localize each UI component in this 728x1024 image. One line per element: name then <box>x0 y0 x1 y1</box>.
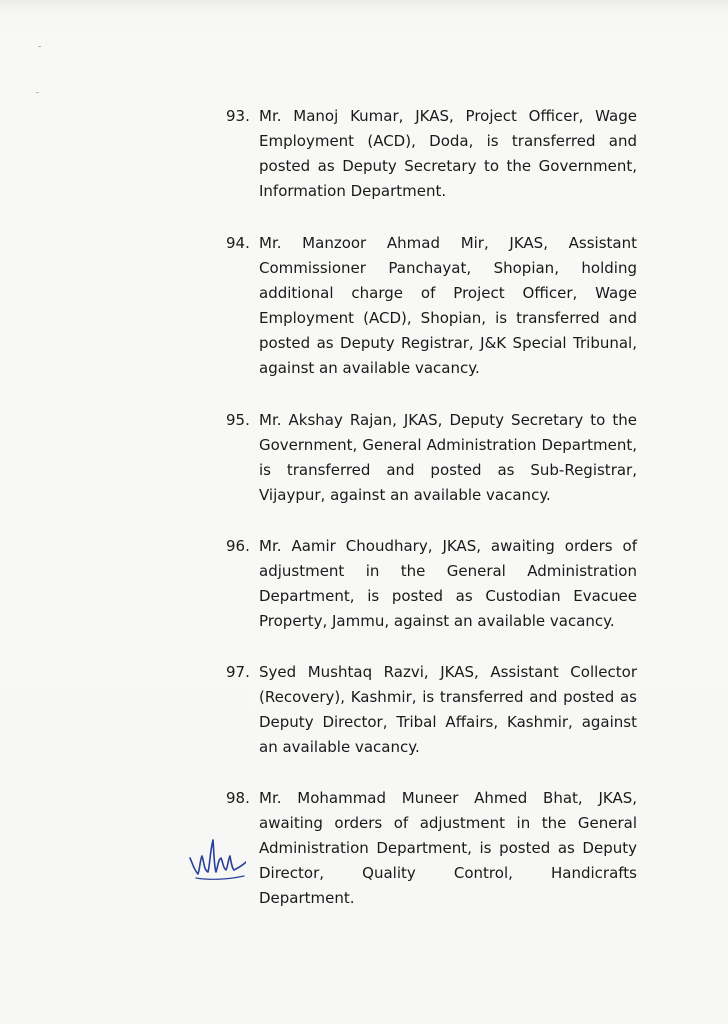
item-text: Mr. Manzoor Ahmad Mir, JKAS, Assistant Commissioner Panchayat, Shopian, holding additional charge of Project Officer, Wage Employment (ACD), Shopian, is transferred and posted as Deputy Registrar, J&K Special Tribunal, against an available vacancy. <box>259 234 637 377</box>
item-text: Mr. Aamir Choudhary, JKAS, awaiting orders of adjustment in the General Administration Department, is posted as Custodian Evacuee Property, Jammu, against an available vacancy. <box>259 537 637 630</box>
item-number: 96. <box>226 537 250 555</box>
item-number: 95. <box>226 411 250 429</box>
handwritten-signature <box>186 832 246 886</box>
scan-mark <box>38 46 41 47</box>
item-number: 94. <box>226 234 250 252</box>
item-text: Syed Mushtaq Razvi, JKAS, Assistant Collector (Recovery), Kashmir, is transferred and posted as Deputy Director, Tribal Affairs, Kashmir, against an available vacancy. <box>259 663 637 756</box>
item-text: Mr. Manoj Kumar, JKAS, Project Officer, Wage Employment (ACD), Doda, is transferred and posted as Deputy Secretary to the Government, Information Department. <box>259 107 637 200</box>
item-text: Mr. Akshay Rajan, JKAS, Deputy Secretary to the Government, General Administration Department, is transferred and posted as Sub-Registrar, Vijaypur, against an available vacancy. <box>259 411 637 504</box>
item-number: 97. <box>226 663 250 681</box>
item-number: 98. <box>226 789 250 807</box>
item-number: 93. <box>226 107 250 125</box>
scan-mark <box>36 92 39 93</box>
item-text: Mr. Mohammad Muneer Ahmed Bhat, JKAS, awaiting orders of adjustment in the General Administration Department, is posted as Deputy Director, Quality Control, Handicrafts Department. <box>259 789 637 907</box>
